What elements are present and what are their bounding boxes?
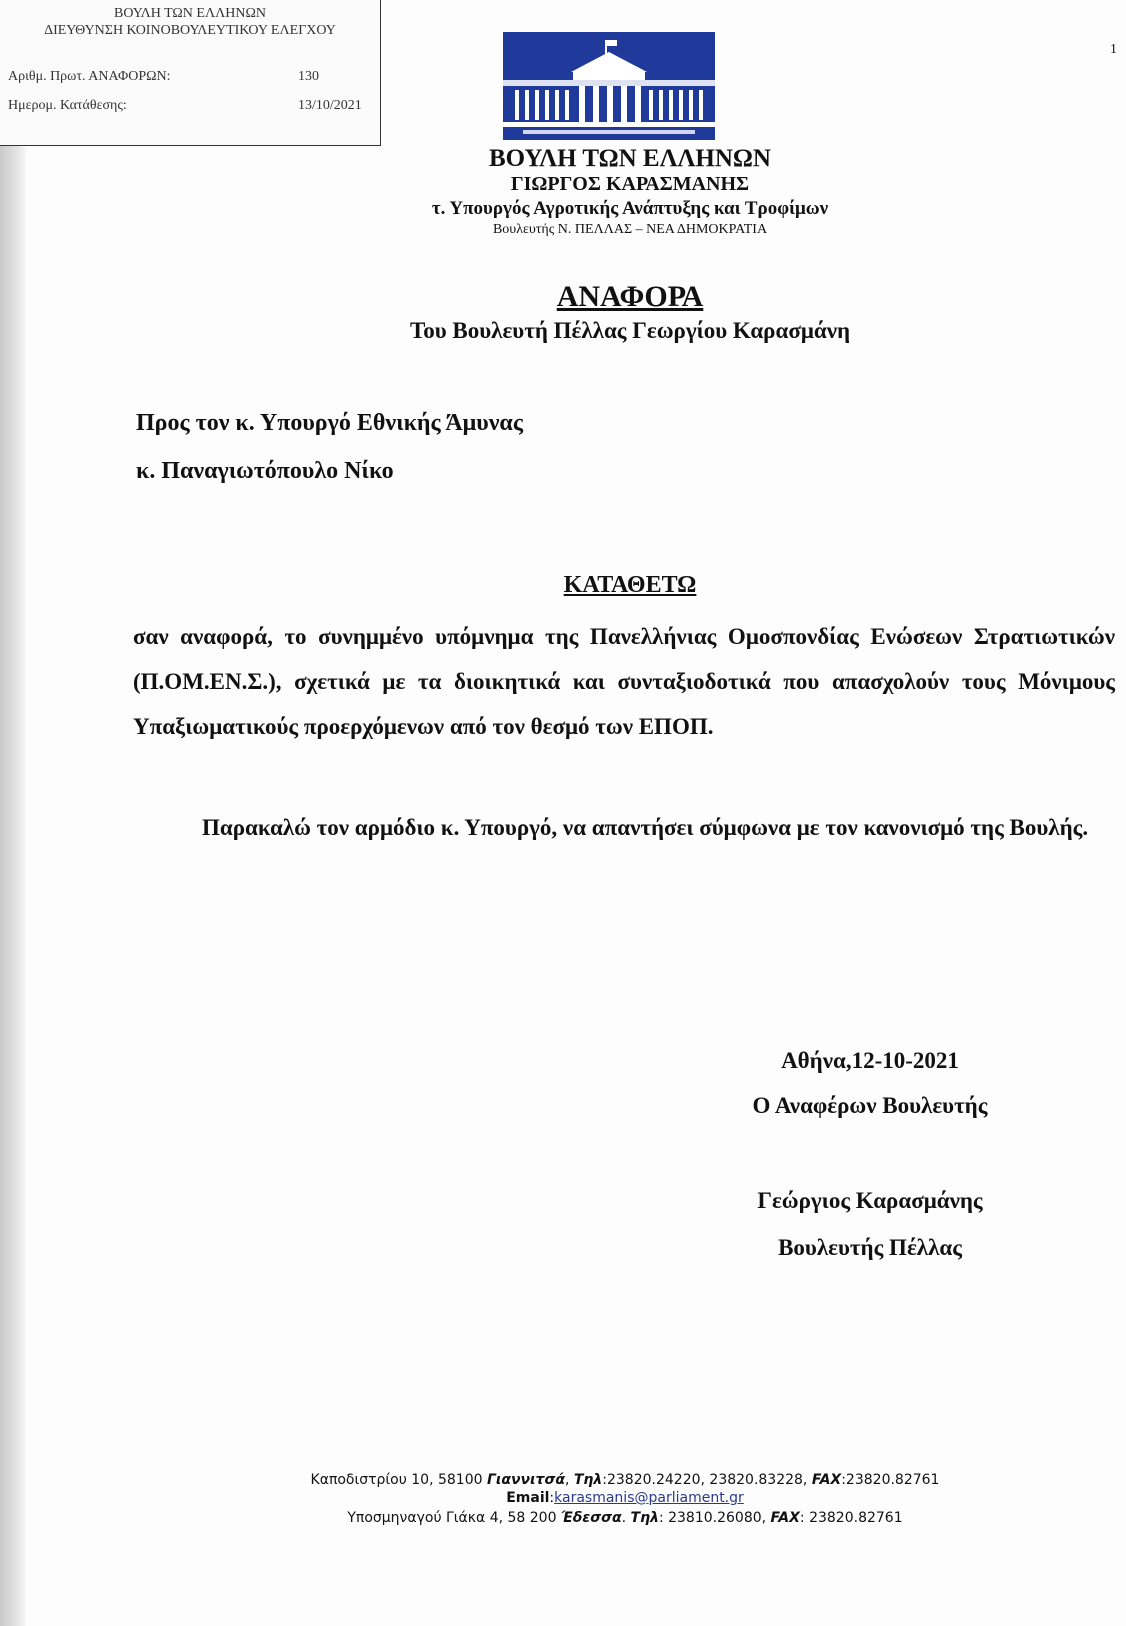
footer-line-edessa: Υποσμηναγού Γιάκα 4, 58 200 Έδεσσα. Τηλ: 23810.26080, FAX: 23820.82761 [347, 1510, 903, 1526]
footer-tel-label-2: Τηλ [630, 1510, 659, 1526]
footer-address: Καποδιστρίου 10, 58100 [310, 1472, 487, 1488]
footer-fax-2: : 23820.82761 [799, 1510, 903, 1526]
footer-line-email: Email:karasmanis@parliament.gr [506, 1490, 744, 1506]
footer-fax-label: FAX [811, 1472, 842, 1488]
header-parliament: ΒΟΥΛΗ ΤΩΝ ΕΛΛΗΝΩΝ [489, 145, 771, 172]
footer-fax-label-2: FAX [770, 1510, 800, 1526]
signature-role: Ο Αναφέρων Βουλευτής [752, 1093, 988, 1118]
header-mp-line: Βουλευτής Ν. ΠΕΛΛΑΣ – ΝΕΑ ΔΗΜΟΚΡΑΤΙΑ [492, 222, 768, 237]
stamp-directorate: ΔΙΕΥΘΥΝΣΗ ΚΟΙΝΟΒΟΥΛΕΥΤΙΚΟΥ ΕΛΕΓΧΟΥ [44, 23, 336, 38]
closing-paragraph: Παρακαλώ τον αρμόδιο κ. Υπουργό, να απαντήσει σύμφωνα με τον κανονισμό της Βουλής. [202, 815, 1089, 840]
footer-fax: :23820.82761 [841, 1472, 940, 1488]
footer-tel-label: Τηλ [573, 1472, 603, 1488]
registry-stamp [0, 0, 381, 146]
document-subtitle: Του Βουλευτή Πέλλας Γεωργίου Καρασμάνη [409, 318, 851, 343]
footer-city: Γιαννιτσά [486, 1472, 565, 1488]
deposit-heading: ΚΑΤΑΘΕΤΩ [563, 572, 697, 598]
signature-place-date: Αθήνα,12-10-2021 [781, 1048, 959, 1073]
stamp-date-label: Ημερομ. Κατάθεσης: [8, 98, 127, 113]
stamp-protocol-value: 130 [298, 69, 319, 84]
stamp-protocol-label: Αριθμ. Πρωτ. ΑΝΑΦΟΡΩΝ: [8, 69, 171, 84]
footer-tel-2: : 23810.26080, [658, 1510, 771, 1526]
stamp-date-value: 13/10/2021 [298, 98, 362, 113]
footer-line-giannitsa: Καποδιστρίου 10, 58100 Γιαννιτσά, Τηλ:23820.24220, 23820.83228, FAX:23820.82761 [310, 1472, 940, 1488]
footer-email-label: Email [506, 1490, 550, 1506]
body-paragraph: σαν αναφορά, το συνημμένο υπόμνημα της Πανελλήνιας Ομοσπονδίας Ενώσεων Στρατιωτικών (Π.ΟΜ.ΕΝ.Σ.), σχετικά με τα διοικητικά και συνταξιοδοτικά που απασχολούν τους Μόνιμους Υπαξιωματικούς προερχόμενων από τον θεσμό των ΕΠΟΠ. [133, 624, 1115, 739]
footer-address-2: Υποσμηναγού Γιάκα 4, 58 200 [347, 1510, 561, 1526]
signature-name: Γεώργιος Καρασμάνης [757, 1188, 983, 1213]
recipient-line-1: Προς τον κ. Υπουργό Εθνικής Άμυνας [136, 410, 523, 436]
header-name: ΓΙΩΡΓΟΣ ΚΑΡΑΣΜΑΝΗΣ [510, 173, 750, 195]
footer-city-2: Έδεσσα [560, 1510, 622, 1526]
page-number: 1 [1110, 42, 1117, 57]
scan-edge [0, 0, 26, 1626]
stamp-org: ΒΟΥΛΗ ΤΩΝ ΕΛΛΗΝΩΝ [114, 6, 266, 21]
parliament-building-logo [503, 32, 715, 140]
footer-tel: :23820.24220, 23820.83228, [602, 1472, 812, 1488]
document-title: ΑΝΑΦΟΡΑ [556, 280, 704, 313]
header-role: τ. Υπουργός Αγροτικής Ανάπτυξης και Τροφίμων [431, 198, 829, 219]
footer-email-link[interactable]: karasmanis@parliament.gr [554, 1490, 744, 1506]
recipient-line-2: κ. Παναγιωτόπουλο Νίκο [136, 458, 394, 484]
signature-title: Βουλευτής Πέλλας [778, 1235, 962, 1260]
